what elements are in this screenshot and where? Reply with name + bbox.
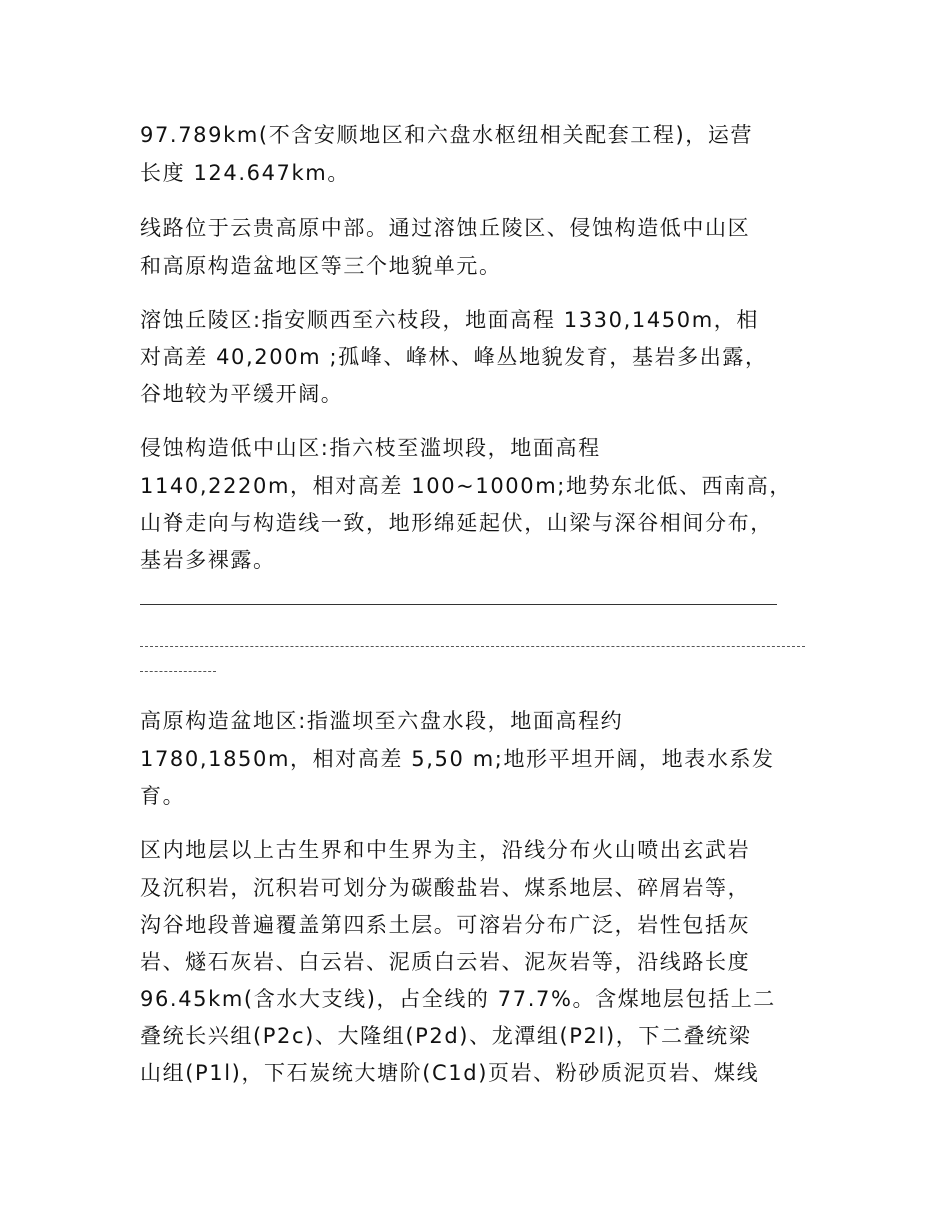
dashed-separator-tail: [140, 671, 216, 672]
text-line: 山组(P1l)，下石炭统大塘阶(C1d)页岩、粉砂质泥页岩、煤线: [140, 1061, 760, 1085]
text-line: 山脊走向与构造线一致，地形绵延起伏，山梁与深谷相间分布，: [140, 511, 773, 535]
text-line: 及沉积岩，沉积岩可划分为碳酸盐岩、煤系地层、碎屑岩等，: [140, 876, 751, 900]
text-line: 线路位于云贵高原中部。通过溶蚀丘陵区、侵蚀构造低中山区: [140, 216, 751, 240]
text-line: 96.45km(含水大支线)，占全线的 77.7%。含煤地层包括上二: [140, 987, 776, 1011]
text-line: 叠统长兴组(P2c)、大隆组(P2d)、龙潭组(P2l)，下二叠统梁: [140, 1024, 752, 1048]
text-line: 和高原构造盆地区等三个地貌单元。: [140, 254, 502, 278]
text-line: 谷地较为平缓开阔。: [140, 382, 344, 406]
text-line: 97.789km(不含安顺地区和六盘水枢纽相关配套工程)，运营: [140, 123, 754, 147]
text-line: 沟谷地段普遍覆盖第四系土层。可溶岩分布广泛，岩性包括灰: [140, 913, 751, 937]
text-line: 岩、燧石灰岩、白云岩、泥质白云岩、泥灰岩等，沿线路长度: [140, 950, 751, 974]
text-line: 区内地层以上古生界和中生界为主，沿线分布火山喷出玄武岩: [140, 838, 751, 862]
text-line: 对高差 40,200m ;孤峰、峰林、峰丛地貌发育，基岩多出露，: [140, 345, 768, 369]
text-line: 高原构造盆地区:指滥坝至六盘水段，地面高程约: [140, 709, 624, 733]
solid-separator: [140, 604, 777, 605]
dashed-separator: [140, 646, 805, 647]
text-line: 1140,2220m，相对高差 100~1000m;地势东北低、西南高，: [140, 474, 792, 498]
text-line: 溶蚀丘陵区:指安顺西至六枝段，地面高程 1330,1450m，相: [140, 308, 759, 332]
text-line: 长度 124.647km。: [140, 161, 350, 185]
text-line: 育。: [140, 784, 186, 808]
text-line: 1780,1850m，相对高差 5,50 m;地形平坦开阔，地表水系发: [140, 747, 775, 771]
text-line: 侵蚀构造低中山区:指六枝至滥坝段，地面高程: [140, 436, 601, 460]
text-line: 基岩多裸露。: [140, 548, 276, 572]
